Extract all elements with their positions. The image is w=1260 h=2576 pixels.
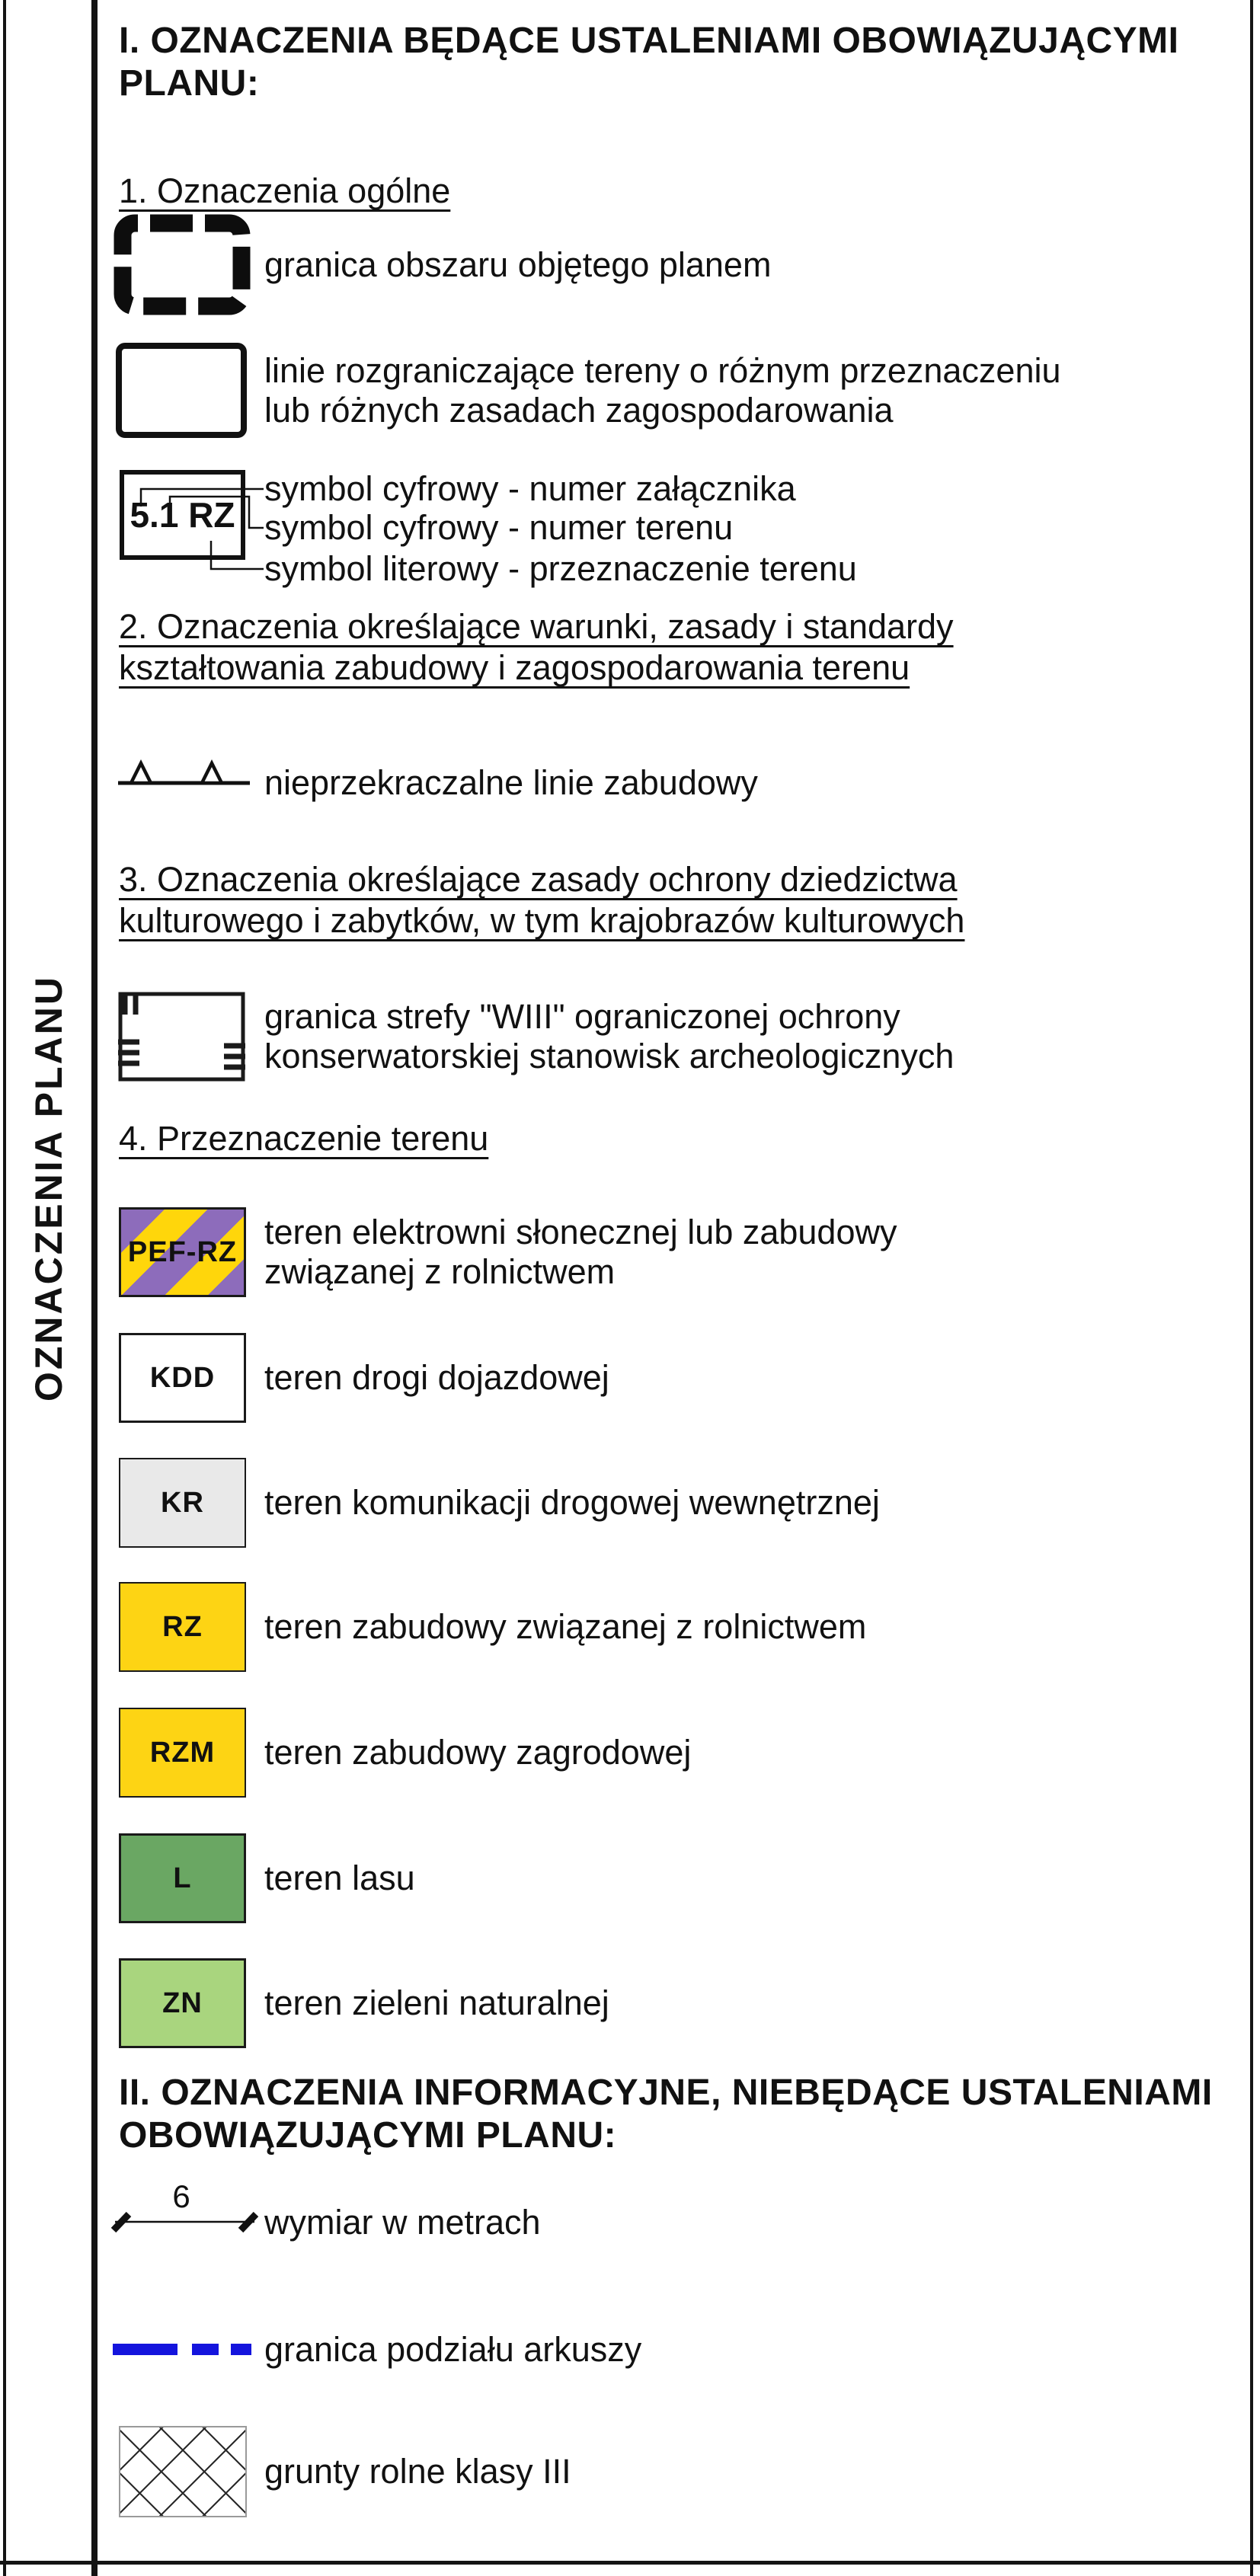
section-ii-title-line2: OBOWIĄZUJĄCYMI PLANU: bbox=[119, 2115, 617, 2156]
zone-swatch-rz: RZ bbox=[119, 1582, 246, 1672]
zone-label-l: teren lasu bbox=[264, 1858, 415, 1897]
section-i-title-line1: I. OZNACZENIA BĘDĄCE USTALENIAMI OBOWIĄZUJĄCYMI bbox=[119, 21, 1179, 61]
sheet-dash-segment bbox=[231, 2344, 251, 2355]
wiii-zone-boundary-icon bbox=[118, 992, 245, 1082]
zone-label-kdd: teren drogi dojazdowej bbox=[264, 1358, 609, 1397]
zone-swatch-kr: KR bbox=[119, 1458, 246, 1548]
sidebar-vertical-label: OZNACZENIA PLANU bbox=[27, 975, 70, 1402]
dimension-label: wymiar w metrach bbox=[264, 2203, 541, 2242]
frame-rule-divider bbox=[91, 0, 98, 2576]
sheet-dash-segment bbox=[113, 2344, 177, 2355]
soil-class-crosshatch-icon bbox=[119, 2426, 247, 2517]
plan-boundary-dashed-square-icon bbox=[113, 213, 251, 316]
dimension-arrow-icon bbox=[110, 2178, 263, 2236]
building-line-icon bbox=[114, 758, 255, 788]
sheet-division-line-icon bbox=[113, 2344, 251, 2355]
heading-ochrona-dziedzictwa: 3. Oznaczenia określające zasady ochrony dziedzictwa kulturowego i zabytków, w tym krajobrazów kulturowych bbox=[119, 860, 965, 940]
zone-label-kr: teren komunikacji drogowej wewnętrznej bbox=[264, 1483, 880, 1522]
soil-class-label: grunty rolne klasy III bbox=[264, 2452, 571, 2491]
wiii-zone-label: granica strefy "WIII" ograniczonej ochrony konserwatorskiej stanowisk archeologicznych bbox=[264, 997, 955, 1075]
zone-label-pef-rz: teren elektrowni słonecznej lub zabudowy związanej z rolnictwem bbox=[264, 1213, 897, 1291]
dividing-lines-label: linie rozgraniczające tereny o różnym przeznaczeniu lub różnych zasadach zagospodarowania bbox=[264, 350, 1061, 430]
heading-warunki-zasady: 2. Oznaczenia określające warunki, zasady i standardy kształtowania zabudowy i zagospodarowania terenu bbox=[119, 607, 954, 687]
section-i-title bbox=[119, 20, 1178, 105]
dividing-lines-square-icon bbox=[116, 343, 247, 438]
zone-swatch-kdd: KDD bbox=[119, 1333, 246, 1423]
frame-rule-bottom bbox=[0, 2561, 1260, 2565]
callout-terrain-use: symbol literowy - przeznaczenie terenu bbox=[264, 549, 857, 588]
zone-swatch-zn: ZN bbox=[119, 1958, 246, 2048]
callout-attachment-number: symbol cyfrowy - numer załącznika bbox=[264, 469, 796, 508]
zone-swatch-rzm: RZM bbox=[119, 1708, 246, 1798]
zone-label-zn: teren zieleni naturalnej bbox=[264, 1983, 609, 2022]
frame-rule-right bbox=[1250, 0, 1253, 2576]
plan-boundary-symbol bbox=[113, 213, 251, 316]
zone-swatch-l: L bbox=[119, 1833, 246, 1923]
sheet-division-label: granica podziału arkuszy bbox=[264, 2330, 642, 2369]
building-line-label: nieprzekraczalne linie zabudowy bbox=[264, 763, 758, 802]
heading-oznaczenia-ogolne: 1. Oznaczenia ogólne bbox=[119, 171, 451, 210]
zone-label-rz: teren zabudowy związanej z rolnictwem bbox=[264, 1607, 867, 1646]
section-ii-title-line1: II. OZNACZENIA INFORMACYJNE, NIEBĘDĄCE USTALENIAMI bbox=[119, 2073, 1213, 2113]
plan-boundary-label: granica obszaru objętego planem bbox=[264, 244, 772, 284]
section-ii-title bbox=[119, 2072, 1213, 2157]
dimension-value: 6 bbox=[172, 2178, 190, 2214]
heading-przeznaczenie-terenu: 4. Przeznaczenie terenu bbox=[119, 1119, 489, 1158]
section-i-title-line2: PLANU: bbox=[119, 63, 260, 104]
zone-label-rzm: teren zabudowy zagrodowej bbox=[264, 1733, 692, 1772]
callout-terrain-number: symbol cyfrowy - numer terenu bbox=[264, 508, 734, 547]
sheet-dash-segment bbox=[192, 2344, 219, 2355]
zone-swatch-pef-rz: PEF-RZ bbox=[119, 1207, 246, 1297]
terrain-symbol-leader-lines bbox=[114, 457, 267, 594]
terrain-symbol-box: 5.1 RZ bbox=[120, 470, 245, 560]
